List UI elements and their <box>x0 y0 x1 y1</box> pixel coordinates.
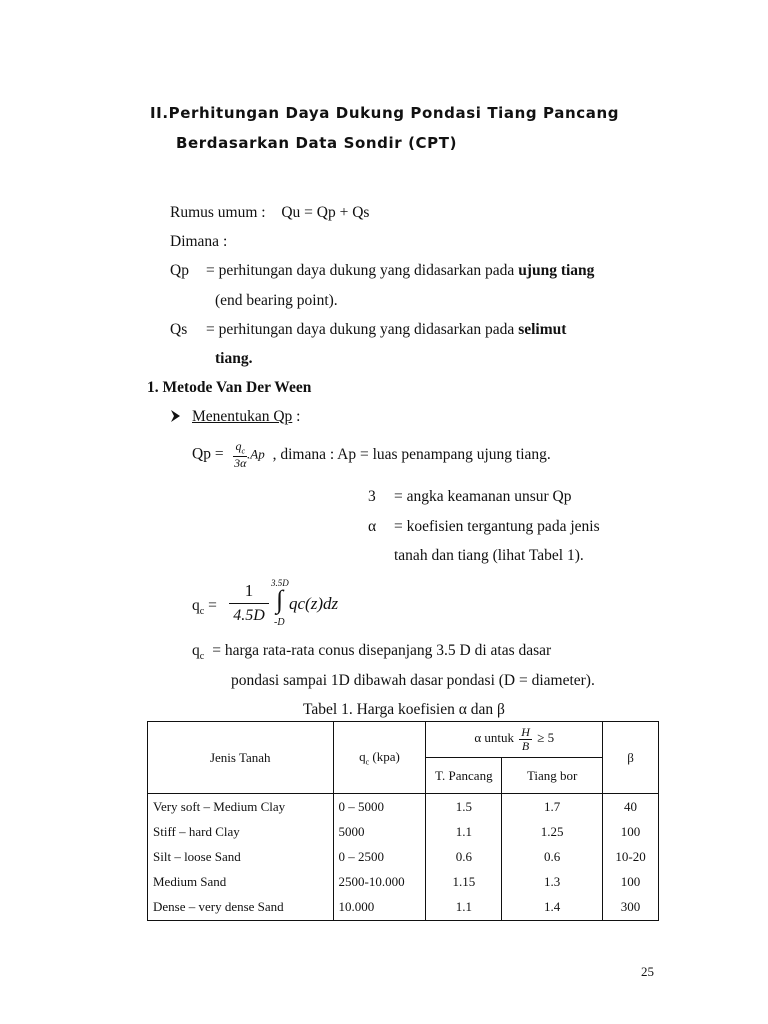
cell-qc: 2500-10.000 <box>333 869 426 894</box>
eq2-integrand: qc(z)dz <box>289 594 339 613</box>
qc-eq-lhs: $q_c$ = <box>192 597 217 618</box>
cell-t-pancang: 1.15 <box>426 869 502 894</box>
qs-definition <box>170 321 566 339</box>
qs-symbol: Qs <box>170 321 188 338</box>
cell-qc: 5000 <box>333 819 426 844</box>
cell-jenis: Medium Sand <box>148 869 334 894</box>
page-number: 25 <box>641 964 654 979</box>
rumus-line <box>170 204 369 222</box>
section-heading-line1: II.Perhitungan Daya Dukung Pondasi Tiang Pancang <box>150 104 620 122</box>
rumus-label: Rumus umum : <box>170 204 266 221</box>
def-alpha <box>368 518 600 536</box>
header-tiang-bor: Tiang bor <box>502 758 603 794</box>
table-caption: Tabel 1. Harga koefisien α dan β <box>303 701 505 718</box>
eq1-denominator: 3α <box>234 455 247 470</box>
table-row <box>148 844 659 869</box>
menentukan-qp: Menentukan Qp <box>192 408 293 425</box>
cell-beta: 100 <box>603 819 659 844</box>
def-alpha-continuation: tanah dan tiang (lihat Tabel 1). <box>394 547 584 564</box>
qp-symbol: Qp <box>170 262 189 279</box>
cell-beta: 40 <box>603 794 659 820</box>
qc-definition: $q_c$ = harga rata-rata conus disepanjang 3.5 D di atas dasar <box>192 642 552 663</box>
integral-icon: ∫ <box>276 585 284 614</box>
dimana-label: Dimana : <box>170 233 228 250</box>
cell-qc: 0 – 5000 <box>333 794 426 820</box>
header-jenis-tanah: Jenis Tanah <box>148 722 334 794</box>
cell-jenis: Silt – loose Sand <box>148 844 334 869</box>
eq1-lhs: Qp = <box>192 445 224 463</box>
cell-tiang-bor: 1.7 <box>502 794 603 820</box>
bullet-line <box>170 408 300 426</box>
eq2-numerator: 1 <box>229 579 269 604</box>
header-t-pancang: T. Pancang <box>426 758 502 794</box>
eq1-numerator: $q_c$ <box>235 439 245 456</box>
rumus-formula: Qu = Qp + Qs <box>281 204 370 221</box>
cell-beta: 300 <box>603 894 659 921</box>
qc-continuation: pondasi sampai 1D dibawah dasar pondasi (D = diameter). <box>231 672 595 689</box>
qp-definition <box>170 262 594 280</box>
def2-description: = koefisien tergantung pada jenis <box>394 518 600 535</box>
qp-continuation: (end bearing point). <box>215 292 338 309</box>
cell-tiang-bor: 0.6 <box>502 844 603 869</box>
eq1-description: , dimana : Ap = luas penampang ujung tiang. <box>272 445 551 463</box>
cell-t-pancang: 1.1 <box>426 894 502 921</box>
cell-beta: 10-20 <box>603 844 659 869</box>
eq1-ap: .Ap <box>247 446 265 462</box>
cell-jenis: Dense – very dense Sand <box>148 894 334 921</box>
qp-bold-term: ujung tiang <box>518 262 595 279</box>
qs-description: = perhitungan daya dukung yang didasarkan pada <box>206 321 515 338</box>
def-safety-factor <box>368 488 571 506</box>
hb-fraction: $\frac{H}{B}$ <box>521 725 530 753</box>
eq2-lower-limit: -D <box>274 617 285 628</box>
arrow-bullet-icon <box>170 408 192 426</box>
coefficient-table <box>147 721 659 921</box>
header-qc: $q_c$ (kpa) <box>333 722 426 794</box>
cell-t-pancang: 1.5 <box>426 794 502 820</box>
cell-qc: 0 – 2500 <box>333 844 426 869</box>
header-beta: β <box>603 722 659 794</box>
cell-jenis: Very soft – Medium Clay <box>148 794 334 820</box>
def1-description: = angka keamanan unsur Qp <box>394 488 572 505</box>
cell-tiang-bor: 1.4 <box>502 894 603 921</box>
def2-symbol: α <box>368 518 377 535</box>
qp-description: = perhitungan daya dukung yang didasarkan pada <box>206 262 515 279</box>
qs-bold-term: selimut <box>518 321 567 338</box>
cell-t-pancang: 1.1 <box>426 819 502 844</box>
eq2-denominator: 4.5D <box>233 607 265 624</box>
table-row <box>148 794 659 820</box>
cell-beta: 100 <box>603 869 659 894</box>
metode-title: 1. Metode Van Der Ween <box>147 379 312 396</box>
cell-t-pancang: 0.6 <box>426 844 502 869</box>
cell-jenis: Stiff – hard Clay <box>148 819 334 844</box>
cell-qc: 10.000 <box>333 894 426 921</box>
cell-tiang-bor: 1.3 <box>502 869 603 894</box>
table-row <box>148 894 659 921</box>
qc-description: = harga rata-rata conus disepanjang 3.5 D di atas dasar <box>212 642 552 659</box>
table-row <box>148 869 659 894</box>
table-row <box>148 819 659 844</box>
header-alpha: α untuk $\frac{H}{B}$ ≥ 5 <box>426 722 603 758</box>
qp-equation <box>192 440 551 469</box>
bullet-colon: : <box>292 408 301 425</box>
qs-continuation: tiang. <box>215 350 253 367</box>
section-heading-line2: Berdasarkan Data Sondir (CPT) <box>176 134 458 152</box>
qc-eq-fraction <box>229 579 269 628</box>
eq2-upper-limit: 3.5D <box>271 578 289 588</box>
eq1-fraction <box>233 440 247 469</box>
cell-tiang-bor: 1.25 <box>502 819 603 844</box>
def1-symbol: 3 <box>368 488 376 505</box>
